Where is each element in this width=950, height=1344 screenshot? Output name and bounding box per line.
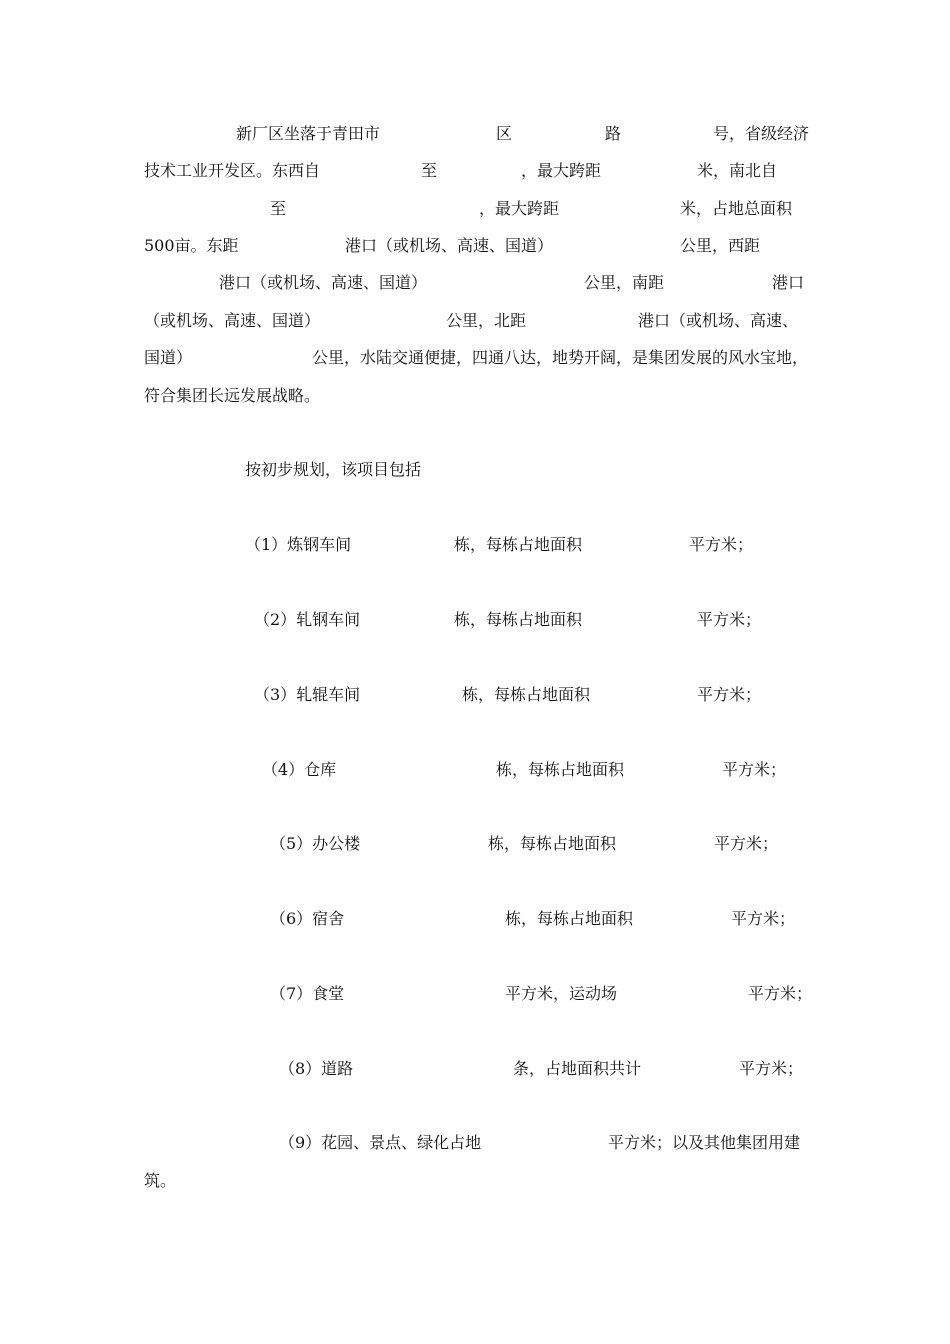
item-text: 栋，每栋占地面积 — [488, 834, 617, 853]
item-text: 平方米； — [722, 760, 787, 779]
intro-text: 500亩。东距 — [144, 236, 239, 255]
item-text: 平方米； — [697, 685, 762, 704]
item-text: 栋，每栋占地面积 — [454, 610, 583, 629]
intro-text: 港口（或机场、高速、 — [638, 311, 799, 330]
intro-text: 至 — [270, 199, 287, 218]
item-text: 平方米； — [689, 535, 754, 554]
item-label: （4）仓库 — [262, 760, 337, 779]
item-text: 平方米，运动场 — [505, 984, 618, 1003]
item-text: 平方米；以及其他集团用建 — [608, 1133, 801, 1152]
intro-text: 港口 — [772, 273, 805, 292]
item-text: 平方米； — [731, 909, 796, 928]
intro-text: 港口（或机场、高速、国道） — [219, 273, 428, 292]
intro-text: 公里，西距 — [680, 236, 761, 255]
intro-text: 国道） — [144, 348, 193, 367]
item-text: 栋，每栋占地面积 — [454, 535, 583, 554]
item-label: （1）炼钢车间 — [245, 535, 352, 554]
item-label: （2）轧钢车间 — [254, 610, 361, 629]
item-label: （9）花园、景点、绿化占地 — [279, 1133, 482, 1152]
item-text: 平方米； — [748, 984, 813, 1003]
intro-text: 符合集团长远发展战略。 — [144, 386, 321, 405]
intro-text: ，最大跨距 — [479, 199, 560, 218]
item-label: （3）轧辊车间 — [254, 685, 361, 704]
item-label: （7）食堂 — [270, 984, 345, 1003]
intro-text: （或机场、高速、国道） — [144, 311, 321, 330]
intro-text: 公里，水陆交通便捷，四通八达，地势开阔，是集团发展的风水宝地， — [312, 348, 809, 367]
plan-intro: 按初步规划，该项目包括 — [245, 460, 422, 479]
item-label: （8）道路 — [279, 1059, 354, 1078]
item-text: 栋，每栋占地面积 — [496, 760, 625, 779]
intro-text: ，最大跨距 — [521, 161, 602, 180]
item-text: 平方米； — [697, 610, 762, 629]
intro-text: 公里，北距 — [446, 311, 527, 330]
intro-text: 港口（或机场、高速、国道） — [345, 236, 554, 255]
item-text: 筑。 — [144, 1171, 177, 1190]
item-text: 平方米； — [739, 1059, 804, 1078]
intro-text: 公里，南距 — [584, 273, 665, 292]
intro-text: 区 — [496, 124, 513, 143]
item-text: 平方米； — [714, 834, 779, 853]
intro-text: 路 — [605, 124, 622, 143]
intro-text: 号，省级经济 — [713, 124, 810, 143]
intro-text: 米，南北自 — [697, 161, 778, 180]
item-text: 条，占地面积共计 — [513, 1059, 642, 1078]
item-text: 栋，每栋占地面积 — [505, 909, 634, 928]
intro-text: 新厂区坐落于青田市 — [236, 124, 381, 143]
intro-text: 至 — [421, 161, 438, 180]
item-text: 栋，每栋占地面积 — [462, 685, 591, 704]
item-label: （5）办公楼 — [270, 834, 361, 853]
intro-text: 技术工业开发区。东西自 — [144, 161, 321, 180]
item-label: （6）宿舍 — [270, 909, 345, 928]
intro-text: 米，占地总面积 — [680, 199, 793, 218]
